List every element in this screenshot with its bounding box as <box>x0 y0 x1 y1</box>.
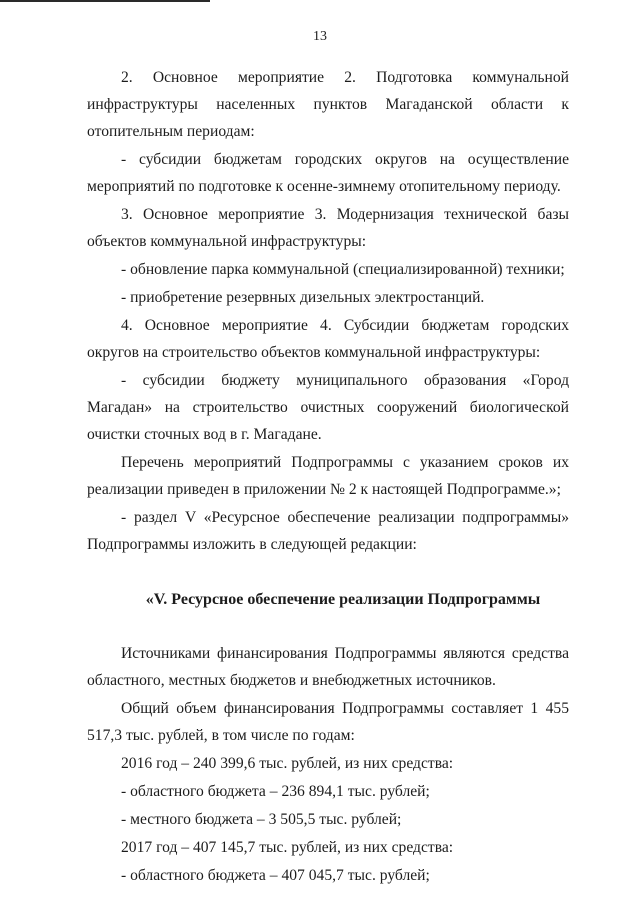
section-heading: «V. Ресурсное обеспечение реализации Подпрограммы <box>145 591 541 608</box>
paragraph-funding-sources: Источниками финансирования Подпрограммы являются средства областного, местных бюджетов и внебюджетных источников. <box>87 645 569 689</box>
paragraph-2017-regional: - областного бюджета – 407 045,7 тыс. рублей; <box>121 867 430 884</box>
paragraph-measure-2: 2. Основное мероприятие 2. Подготовка коммунальной инфраструктуры населенных пунктов Магаданской области к отопительным периодам: <box>87 69 569 140</box>
document-body <box>87 64 569 890</box>
paragraph-2016-regional: - областного бюджета – 236 894,1 тыс. рублей; <box>121 783 430 800</box>
paragraph-fleet-update: - обновление парка коммунальной (специализированной) техники; <box>121 261 565 278</box>
paragraph-year-2017: 2017 год – 407 145,7 тыс. рублей, из них средства: <box>121 839 454 856</box>
top-rule <box>0 0 210 2</box>
paragraph-section-v-intro: - раздел V «Ресурсное обеспечение реализации подпрограммы» Подпрограммы изложить в следующей редакции: <box>87 509 569 553</box>
paragraph-diesel-stations: - приобретение резервных дизельных электростанций. <box>121 289 485 306</box>
paragraph-subsidy-heating: - субсидии бюджетам городских округов на осуществление мероприятий по подготовке к осенне-зимнему отопительному периоду. <box>87 151 569 195</box>
paragraph-measure-3: 3. Основное мероприятие 3. Модернизация технической базы объектов коммунальной инфраструктуры: <box>87 206 569 250</box>
paragraph-measure-4: 4. Основное мероприятие 4. Субсидии бюджетам городских округов на строительство объектов коммунальной инфраструктуры: <box>87 317 569 361</box>
page-number: 13 <box>313 29 327 44</box>
paragraph-total-funding: Общий объем финансирования Подпрограммы составляет 1 455 517,3 тыс. рублей, в том числе по годам: <box>87 700 569 744</box>
paragraph-subsidy-magadan: - субсидии бюджету муниципального образования «Город Магадан» на строительство очистных сооружений биологической очистки сточных вод в г. Магадане. <box>87 372 569 443</box>
paragraph-measures-list: Перечень мероприятий Подпрограммы с указанием сроков их реализации приведен в приложении № 2 к настоящей Подпрограмме.»; <box>87 454 569 498</box>
paragraph-year-2016: 2016 год – 240 399,6 тыс. рублей, из них средства: <box>121 755 454 772</box>
paragraph-2016-local: - местного бюджета – 3 505,5 тыс. рублей; <box>121 811 402 828</box>
